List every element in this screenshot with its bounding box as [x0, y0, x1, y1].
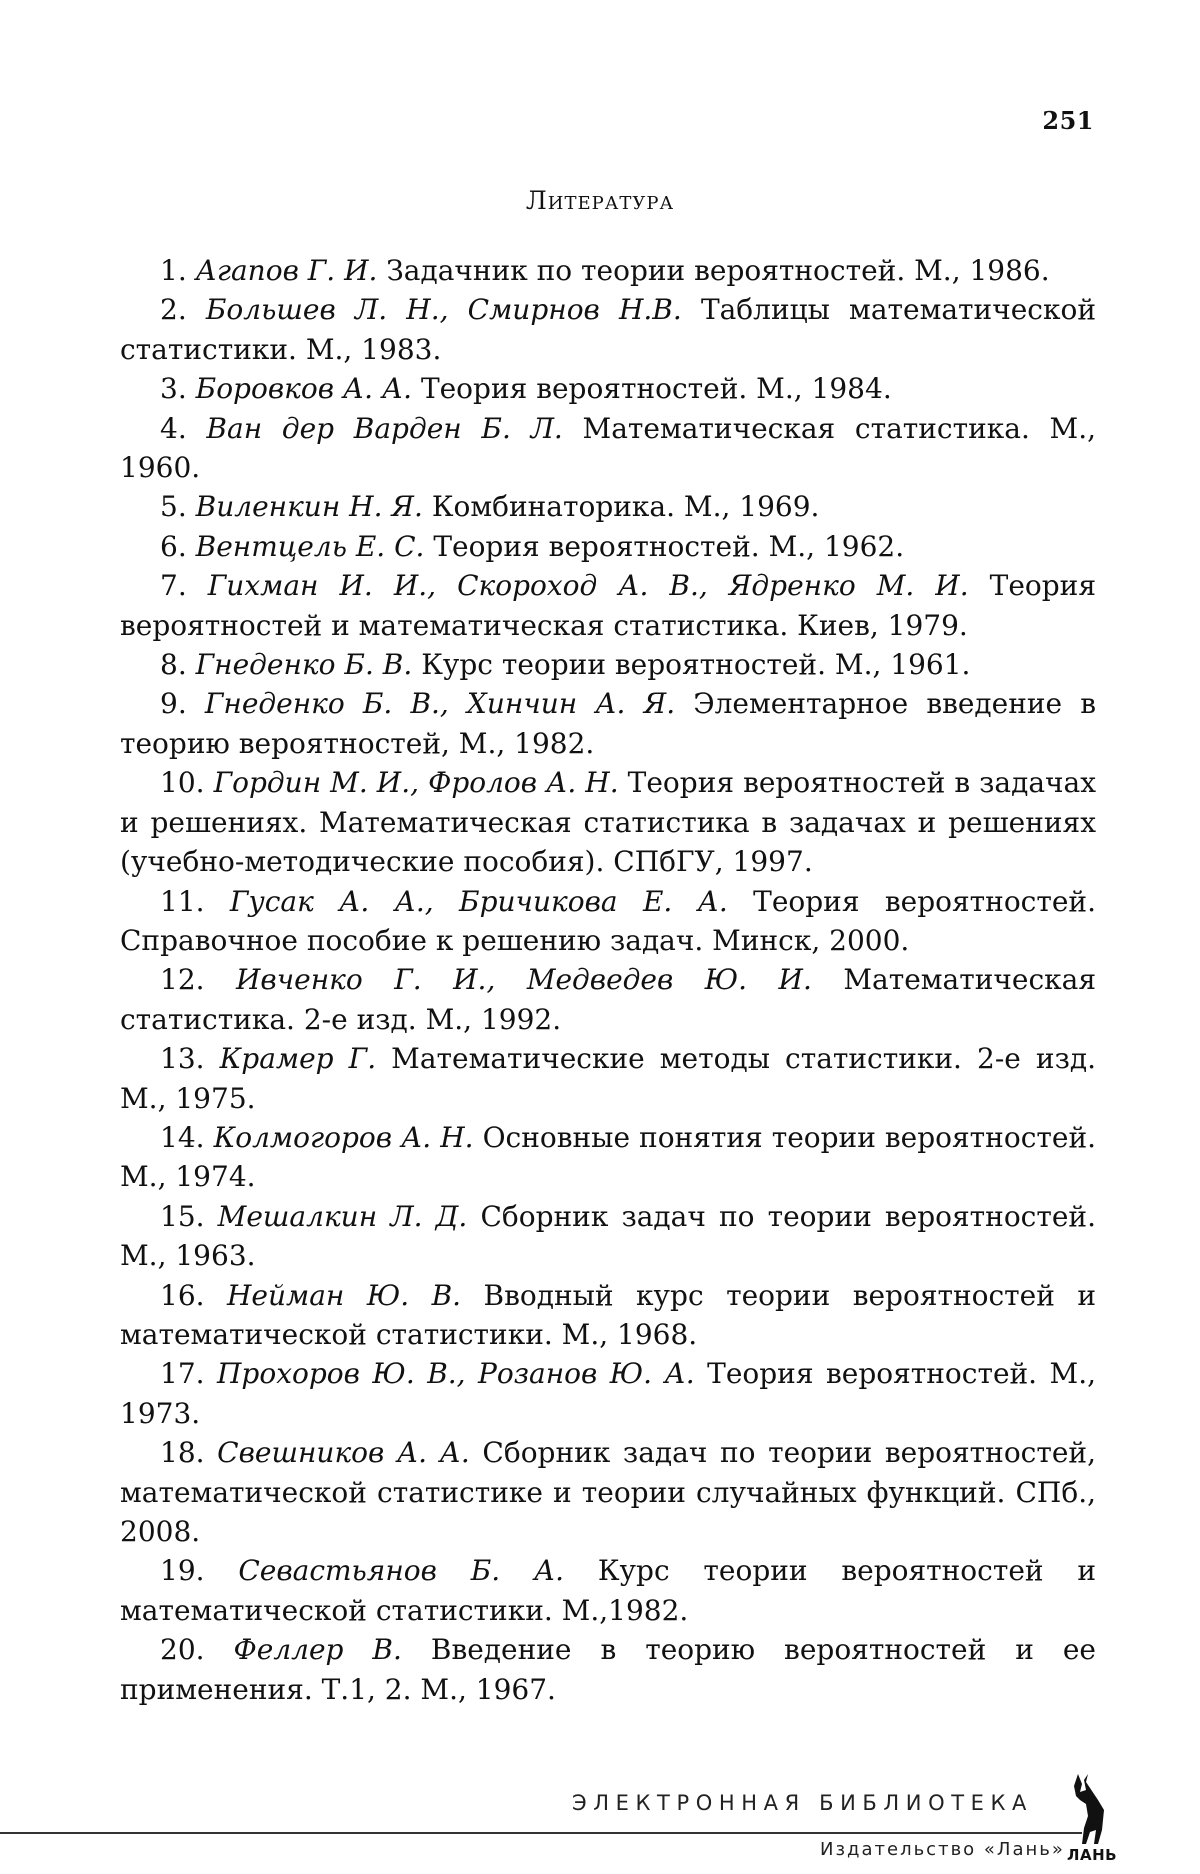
reference-number: 15. — [160, 1199, 205, 1233]
reference-text: Комбинаторика. М., 1969. — [431, 490, 820, 524]
reference-number: 20. — [160, 1633, 205, 1667]
reference-item — [120, 251, 1096, 290]
reference-item — [120, 409, 1096, 488]
reference-item — [120, 960, 1096, 1039]
reference-text: Элементарное введение в теорию вероятностей, М., 1982. — [120, 687, 1097, 760]
reference-item — [120, 487, 1096, 526]
reference-number: 5. — [160, 490, 187, 524]
reference-text: Теория вероятностей. Справочное пособие к решению задач. Минск, 2000. — [120, 884, 1096, 957]
reference-authors: Вентцель Е. С. — [195, 529, 425, 563]
reference-authors: Колмогоров А. Н. — [213, 1120, 474, 1154]
reference-authors: Мешалкин Л. Д. — [217, 1199, 468, 1233]
reference-text: Теория вероятностей. М., 1984. — [420, 372, 892, 406]
reference-item — [120, 1039, 1096, 1118]
reference-item — [120, 1197, 1096, 1276]
reference-authors: Гусак А. А., Бричикова Е. А. — [229, 884, 728, 918]
reference-authors: Гихман И. И., Скороход А. В., Ядренко М. И. — [207, 569, 969, 603]
reference-authors: Прохоров Ю. В., Розанов Ю. А. — [217, 1357, 695, 1391]
reference-authors: Феллер В. — [233, 1633, 402, 1667]
logo-text: ЛАНЬ — [1067, 1846, 1118, 1864]
reference-number: 12. — [160, 963, 205, 997]
reference-authors: Большев Л. Н., Смирнов Н.В. — [205, 293, 682, 327]
reference-number: 9. — [160, 687, 187, 721]
reference-text: Вводный курс теории вероятностей и математической статистики. М., 1968. — [120, 1278, 1097, 1351]
reference-number: 11. — [160, 884, 205, 918]
reference-number: 17. — [160, 1357, 205, 1391]
reference-item — [120, 527, 1096, 566]
page-title: Литература — [525, 186, 675, 215]
reference-text: Сборник задач по теории вероятностей. М., 1963. — [120, 1199, 1096, 1273]
reference-item — [120, 369, 1096, 408]
reference-item — [120, 566, 1096, 645]
reference-text: Таблицы математической статистики. М., 1983. — [120, 293, 1096, 366]
reference-number: 18. — [160, 1436, 205, 1470]
reference-text: Задачник по теории вероятностей. М., 1986. — [386, 254, 1050, 287]
reference-list — [120, 251, 1096, 1709]
reference-authors: Боровков А. А. — [195, 372, 413, 406]
reference-authors: Ван дер Варден Б. Л. — [206, 411, 563, 445]
reference-text: Теория вероятностей. М., 1973. — [120, 1357, 1097, 1430]
reference-item — [120, 1630, 1096, 1709]
reference-number: 2. — [160, 293, 187, 327]
reference-text: Математические методы статистики. 2-е изд. М., 1975. — [120, 1042, 1096, 1115]
footer-publisher: Издательство «Лань» — [820, 1839, 1065, 1860]
reference-authors: Гнеденко Б. В. — [195, 648, 413, 682]
footer-brand: ЭЛЕКТРОННАЯ БИБЛИОТЕКА — [572, 1791, 1033, 1815]
reference-item — [120, 684, 1096, 763]
reference-text: Теория вероятностей в задачах и решениях. Математическая статистика в задачах и решениях (учебно-методические пособия). СПбГУ, 1997. — [120, 766, 1097, 879]
reference-authors: Ивченко Г. И., Медведев Ю. И. — [236, 963, 812, 997]
reference-text: Сборник задач по теории вероятностей, математической статистике и теории случайных функций. СПб., 2008. — [120, 1436, 1096, 1548]
reference-text: Теория вероятностей. М., 1962. — [433, 529, 905, 563]
reference-number: 8. — [160, 648, 187, 682]
reference-item — [120, 1354, 1096, 1433]
reference-item — [120, 1118, 1096, 1197]
reference-authors: Виленкин Н. Я. — [195, 490, 423, 524]
reference-text: Математическая статистика. М., 1960. — [120, 411, 1097, 485]
reference-text: Курс теории вероятностей. М., 1961. — [421, 648, 971, 682]
reference-authors: Гнеденко Б. В., Хинчин А. Я. — [204, 687, 676, 721]
footer-divider — [0, 1832, 1082, 1834]
reference-item — [120, 1276, 1096, 1355]
reference-item — [120, 763, 1096, 881]
reference-item — [120, 1433, 1096, 1551]
reference-number: 6. — [160, 529, 187, 563]
reference-text: Курс теории вероятностей и математической статистики. М.,1982. — [120, 1554, 1096, 1627]
reference-authors: Гордин М. И., Фролов А. Н. — [213, 766, 619, 800]
reference-item — [120, 882, 1096, 961]
reference-text: Введение в теорию вероятностей и ее применения. Т.1, 2. М., 1967. — [120, 1633, 1096, 1706]
reference-number: 16. — [160, 1278, 205, 1312]
reference-item — [120, 290, 1096, 369]
reference-authors: Свешников А. А. — [217, 1436, 470, 1470]
reference-authors: Крамер Г. — [219, 1042, 377, 1076]
reference-number: 13. — [160, 1042, 205, 1076]
reference-text: Основные понятия теории вероятностей. М., 1974. — [120, 1120, 1097, 1194]
reference-number: 7. — [160, 569, 187, 603]
reference-text: Математическая статистика. 2-е изд. М., 1992. — [120, 963, 1097, 1036]
reference-authors: Агапов Г. И. — [195, 254, 378, 287]
reference-item — [120, 1551, 1096, 1630]
reference-authors: Нейман Ю. В. — [227, 1278, 462, 1312]
page-number: 251 — [1042, 106, 1094, 135]
reference-number: 3. — [160, 372, 187, 406]
reference-number: 14. — [160, 1120, 205, 1154]
reference-item — [120, 645, 1096, 684]
reference-text: Теория вероятностей и математическая статистика. Киев, 1979. — [120, 569, 1096, 642]
reference-number: 1. — [160, 254, 187, 287]
reference-authors: Севастьянов Б. А. — [238, 1554, 565, 1588]
reference-number: 10. — [160, 766, 205, 800]
reference-number: 19. — [160, 1554, 205, 1588]
reference-number: 4. — [160, 411, 187, 445]
